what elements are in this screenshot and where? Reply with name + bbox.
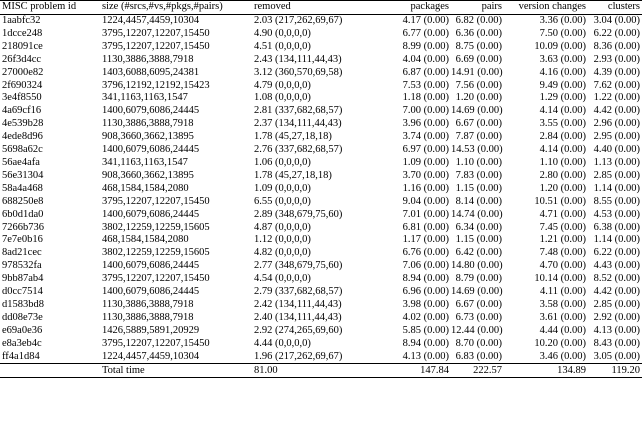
cell-pairs: 6.69 (0.00) (455, 53, 502, 65)
cell-removed: 2.77 (348,679,75,60) (254, 260, 343, 272)
table-row (0, 260, 642, 273)
table-row (0, 338, 642, 351)
total-pairs: 222.57 (473, 364, 502, 376)
cell-pairs: 8.14 (0.00) (455, 195, 502, 207)
cell-removed: 2.76 (337,682,68,57) (254, 144, 343, 156)
cell-removed: 4.87 (0,0,0,0) (254, 221, 311, 233)
total-removed: 81.00 (254, 364, 278, 376)
cell-problem-id: dd08e73e (2, 311, 43, 323)
cell-pairs: 6.34 (0.00) (455, 221, 502, 233)
cell-packages: 3.70 (0.00) (402, 169, 449, 181)
cell-problem-id: 3e4f8550 (2, 92, 42, 104)
cell-packages: 5.85 (0.00) (402, 324, 449, 336)
cell-removed: 1.78 (45,27,18,18) (254, 169, 332, 181)
cell-packages: 7.06 (0.00) (402, 260, 449, 272)
cell-version-changes: 2.80 (0.00) (539, 169, 586, 181)
cell-packages: 1.09 (0.00) (402, 156, 449, 168)
cell-size: 1224,4457,4459,10304 (102, 15, 200, 26)
cell-packages: 8.99 (0.00) (402, 40, 449, 52)
cell-size: 3795,12207,12207,15450 (102, 337, 210, 349)
cell-pairs: 6.67 (0.00) (455, 298, 502, 310)
cell-size: 1400,6079,6086,24445 (102, 260, 200, 272)
cell-clusters: 2.95 (0.00) (593, 131, 640, 143)
cell-packages: 4.02 (0.00) (402, 311, 449, 323)
cell-packages: 3.98 (0.00) (402, 298, 449, 310)
cell-problem-id: 58a4a468 (2, 182, 43, 194)
cell-size: 3795,12207,12207,15450 (102, 27, 210, 39)
cell-packages: 7.53 (0.00) (402, 79, 449, 91)
cell-clusters: 7.62 (0.00) (593, 79, 640, 91)
total-label: Total time (102, 364, 145, 376)
cell-size: 1403,6088,6095,24381 (102, 66, 200, 78)
cell-clusters: 2.96 (0.00) (593, 118, 640, 130)
table-row (0, 196, 642, 209)
cell-version-changes: 4.16 (0.00) (539, 66, 586, 78)
table-row (0, 351, 642, 364)
cell-clusters: 4.13 (0.00) (593, 324, 640, 336)
cell-clusters: 1.14 (0.00) (593, 234, 640, 246)
cell-removed: 4.51 (0,0,0,0) (254, 40, 311, 52)
cell-size: 1400,6079,6086,24445 (102, 144, 200, 156)
table-row (0, 54, 642, 67)
table-row (0, 325, 642, 338)
cell-packages: 4.04 (0.00) (402, 53, 449, 65)
table-row (0, 80, 642, 93)
table-row (0, 273, 642, 286)
cell-packages: 1.16 (0.00) (402, 182, 449, 194)
cell-pairs: 6.42 (0.00) (455, 247, 502, 259)
cell-size: 1400,6079,6086,24445 (102, 286, 200, 298)
header-problem-id: MISC problem id (2, 1, 77, 13)
cell-clusters: 8.36 (0.00) (593, 40, 640, 52)
table-row (0, 118, 642, 131)
cell-size: 1130,3886,3888,7918 (102, 118, 194, 130)
cell-size: 1224,4457,4459,10304 (102, 350, 200, 362)
cell-problem-id: 978532fa (2, 260, 42, 272)
cell-problem-id: 4e539b28 (2, 118, 44, 130)
cell-pairs: 14.80 (0.00) (451, 260, 503, 272)
cell-packages: 6.81 (0.00) (402, 221, 449, 233)
cell-clusters: 2.93 (0.00) (593, 53, 640, 65)
header-removed: removed (254, 1, 291, 13)
cell-size: 1130,3886,3888,7918 (102, 298, 194, 310)
table-row (0, 41, 642, 54)
header-size: size (#srcs,#vs,#pkgs,#pairs) (102, 1, 223, 13)
cell-pairs: 1.20 (0.00) (455, 92, 502, 104)
cell-packages: 1.18 (0.00) (402, 92, 449, 104)
table-row (0, 247, 642, 260)
cell-size: 3802,12259,12259,15605 (102, 221, 210, 233)
cell-version-changes: 10.20 (0.00) (534, 337, 586, 349)
cell-version-changes: 1.20 (0.00) (539, 182, 586, 194)
cell-problem-id: e69a0e36 (2, 324, 43, 336)
cell-problem-id: d0cc7514 (2, 286, 43, 298)
total-version-changes: 134.89 (557, 364, 586, 376)
cell-clusters: 3.04 (0.00) (593, 15, 640, 26)
total-clusters: 119.20 (611, 364, 640, 376)
table-row (0, 28, 642, 41)
header-clusters: clusters (607, 1, 640, 13)
cell-packages: 7.00 (0.00) (402, 105, 449, 117)
table-row (0, 144, 642, 157)
cell-pairs: 14.69 (0.00) (451, 105, 503, 117)
table-header-row (0, 1, 642, 15)
cell-size: 908,3660,3662,13895 (102, 131, 194, 143)
cell-size: 341,1163,1163,1547 (102, 92, 188, 104)
header-packages: packages (410, 1, 449, 13)
cell-pairs: 14.91 (0.00) (451, 66, 503, 78)
cell-clusters: 8.55 (0.00) (593, 195, 640, 207)
cell-size: 468,1584,1584,2080 (102, 182, 189, 194)
cell-problem-id: 7e7e0b16 (2, 234, 43, 246)
table-row (0, 183, 642, 196)
cell-clusters: 6.22 (0.00) (593, 247, 640, 259)
table-row (0, 67, 642, 80)
cell-pairs: 6.83 (0.00) (455, 350, 502, 362)
cell-pairs: 8.75 (0.00) (455, 40, 502, 52)
cell-version-changes: 4.71 (0.00) (539, 208, 586, 220)
cell-removed: 4.54 (0,0,0,0) (254, 273, 311, 285)
cell-removed: 6.55 (0,0,0,0) (254, 195, 311, 207)
cell-problem-id: 688250e8 (2, 195, 44, 207)
cell-pairs: 7.87 (0.00) (455, 131, 502, 143)
cell-removed: 2.81 (337,682,68,57) (254, 105, 343, 117)
cell-problem-id: 2f690324 (2, 79, 43, 91)
cell-clusters: 4.42 (0.00) (593, 286, 640, 298)
cell-version-changes: 3.58 (0.00) (539, 298, 586, 310)
cell-removed: 2.43 (134,111,44,43) (254, 53, 342, 65)
cell-removed: 4.82 (0,0,0,0) (254, 247, 311, 259)
table-row (0, 299, 642, 312)
cell-pairs: 14.53 (0.00) (451, 144, 503, 156)
cell-removed: 2.92 (274,265,69,60) (254, 324, 343, 336)
cell-problem-id: e8a3eb4c (2, 337, 42, 349)
cell-pairs: 1.15 (0.00) (455, 234, 502, 246)
table-row (0, 15, 642, 28)
cell-removed: 1.78 (45,27,18,18) (254, 131, 332, 143)
cell-packages: 3.74 (0.00) (402, 131, 449, 143)
cell-size: 1130,3886,3888,7918 (102, 311, 194, 323)
cell-version-changes: 7.48 (0.00) (539, 247, 586, 259)
cell-version-changes: 10.51 (0.00) (534, 195, 586, 207)
cell-version-changes: 3.46 (0.00) (539, 350, 586, 362)
cell-clusters: 2.85 (0.00) (593, 169, 640, 181)
cell-clusters: 8.43 (0.00) (593, 337, 640, 349)
cell-removed: 1.12 (0,0,0,0) (254, 234, 311, 246)
cell-removed: 2.03 (217,262,69,67) (254, 15, 343, 26)
cell-packages: 1.17 (0.00) (402, 234, 449, 246)
cell-problem-id: 218091ce (2, 40, 43, 52)
cell-problem-id: 1dcce248 (2, 27, 43, 39)
cell-size: 908,3660,3662,13895 (102, 169, 194, 181)
cell-problem-id: 5698a62c (2, 144, 43, 156)
cell-clusters: 1.22 (0.00) (593, 92, 640, 104)
cell-version-changes: 4.14 (0.00) (539, 105, 586, 117)
cell-version-changes: 4.11 (0.00) (540, 286, 586, 298)
cell-clusters: 8.52 (0.00) (593, 273, 640, 285)
cell-problem-id: 4a69cf16 (2, 105, 42, 117)
cell-removed: 4.90 (0,0,0,0) (254, 27, 311, 39)
cell-clusters: 4.42 (0.00) (593, 105, 640, 117)
cell-packages: 6.87 (0.00) (402, 66, 449, 78)
cell-packages: 9.04 (0.00) (402, 195, 449, 207)
cell-packages: 8.94 (0.00) (402, 273, 449, 285)
cell-removed: 4.44 (0,0,0,0) (254, 337, 311, 349)
cell-packages: 3.96 (0.00) (402, 118, 449, 130)
cell-pairs: 6.36 (0.00) (455, 27, 502, 39)
cell-size: 3795,12207,12207,15450 (102, 273, 210, 285)
cell-size: 1426,5889,5891,20929 (102, 324, 200, 336)
total-packages: 147.84 (420, 364, 449, 376)
cell-version-changes: 1.21 (0.00) (539, 234, 586, 246)
cell-problem-id: 56e31304 (2, 169, 44, 181)
cell-removed: 1.06 (0,0,0,0) (254, 156, 311, 168)
cell-pairs: 6.73 (0.00) (455, 311, 502, 323)
cell-packages: 4.17 (0.00) (402, 15, 449, 26)
cell-size: 1130,3886,3888,7918 (102, 53, 194, 65)
cell-version-changes: 10.09 (0.00) (534, 40, 586, 52)
cell-size: 3795,12207,12207,15450 (102, 40, 210, 52)
cell-size: 341,1163,1163,1547 (102, 156, 188, 168)
cell-problem-id: 26f3d4cc (2, 53, 42, 65)
table-row (0, 157, 642, 170)
header-pairs: pairs (481, 1, 502, 13)
cell-problem-id: 6b0d1da0 (2, 208, 44, 220)
cell-version-changes: 3.63 (0.00) (539, 53, 586, 65)
cell-version-changes: 3.55 (0.00) (539, 118, 586, 130)
cell-pairs: 8.70 (0.00) (455, 337, 502, 349)
cell-clusters: 2.85 (0.00) (593, 298, 640, 310)
cell-removed: 3.12 (360,570,69,58) (254, 66, 343, 78)
cell-problem-id: d1583bd8 (2, 298, 44, 310)
cell-size: 3796,12192,12192,15423 (102, 79, 210, 91)
cell-version-changes: 1.29 (0.00) (539, 92, 586, 104)
cell-clusters: 4.40 (0.00) (593, 144, 640, 156)
cell-removed: 2.40 (134,111,44,43) (254, 311, 342, 323)
cell-size: 3802,12259,12259,15605 (102, 247, 210, 259)
cell-pairs: 14.74 (0.00) (451, 208, 503, 220)
cell-size: 1400,6079,6086,24445 (102, 105, 200, 117)
cell-clusters: 1.13 (0.00) (593, 156, 640, 168)
cell-clusters: 3.05 (0.00) (593, 350, 640, 362)
cell-clusters: 6.38 (0.00) (593, 221, 640, 233)
table-row (0, 234, 642, 247)
cell-removed: 1.96 (217,262,69,67) (254, 350, 343, 362)
cell-pairs: 1.10 (0.00) (455, 156, 502, 168)
cell-version-changes: 2.84 (0.00) (539, 131, 586, 143)
cell-packages: 7.01 (0.00) (402, 208, 449, 220)
cell-removed: 2.79 (337,682,68,57) (254, 286, 343, 298)
cell-removed: 1.08 (0,0,0,0) (254, 92, 311, 104)
cell-size: 468,1584,1584,2080 (102, 234, 189, 246)
cell-problem-id: 8ad21cec (2, 247, 42, 259)
table-row (0, 312, 642, 325)
cell-pairs: 6.82 (0.00) (455, 15, 502, 26)
cell-pairs: 7.83 (0.00) (455, 169, 502, 181)
cell-version-changes: 4.44 (0.00) (539, 324, 586, 336)
cell-version-changes: 4.70 (0.00) (539, 260, 586, 272)
cell-removed: 2.37 (134,111,44,43) (254, 118, 342, 130)
cell-problem-id: 27000e82 (2, 66, 44, 78)
table-row (0, 92, 642, 105)
cell-problem-id: 9bb87ab4 (2, 273, 44, 285)
cell-pairs: 6.67 (0.00) (455, 118, 502, 130)
cell-clusters: 4.43 (0.00) (593, 260, 640, 272)
cell-version-changes: 1.10 (0.00) (539, 156, 586, 168)
cell-pairs: 12.44 (0.00) (451, 324, 503, 336)
cell-packages: 6.76 (0.00) (402, 247, 449, 259)
table-row (0, 209, 642, 222)
cell-pairs: 7.56 (0.00) (455, 79, 502, 91)
cell-problem-id: ff4a1d84 (2, 350, 40, 362)
table-row (0, 170, 642, 183)
cell-removed: 2.42 (134,111,44,43) (254, 298, 342, 310)
cell-packages: 6.97 (0.00) (402, 144, 449, 156)
cell-problem-id: 4ede8d96 (2, 131, 43, 143)
cell-version-changes: 3.36 (0.00) (539, 15, 586, 26)
cell-version-changes: 4.14 (0.00) (539, 144, 586, 156)
cell-version-changes: 9.49 (0.00) (539, 79, 586, 91)
cell-clusters: 6.22 (0.00) (593, 27, 640, 39)
cell-removed: 1.09 (0,0,0,0) (254, 182, 311, 194)
cell-problem-id: 56ae4afa (2, 156, 40, 168)
cell-problem-id: 7266b736 (2, 221, 44, 233)
table-row (0, 286, 642, 299)
table-body (0, 15, 642, 364)
cell-clusters: 4.39 (0.00) (593, 66, 640, 78)
table-row (0, 105, 642, 118)
total-row (0, 364, 642, 378)
cell-packages: 4.13 (0.00) (402, 350, 449, 362)
cell-packages: 6.77 (0.00) (402, 27, 449, 39)
table-row (0, 131, 642, 144)
cell-size: 3795,12207,12207,15450 (102, 195, 210, 207)
cell-clusters: 4.53 (0.00) (593, 208, 640, 220)
cell-problem-id: 1aabfc32 (2, 15, 41, 26)
cell-removed: 4.79 (0,0,0,0) (254, 79, 311, 91)
cell-pairs: 8.79 (0.00) (455, 273, 502, 285)
cell-removed: 2.89 (348,679,75,60) (254, 208, 343, 220)
cell-clusters: 1.14 (0.00) (593, 182, 640, 194)
cell-packages: 8.94 (0.00) (402, 337, 449, 349)
cell-pairs: 1.15 (0.00) (455, 182, 502, 194)
cell-packages: 6.96 (0.00) (402, 286, 449, 298)
cell-version-changes: 3.61 (0.00) (539, 311, 586, 323)
cell-version-changes: 7.45 (0.00) (539, 221, 586, 233)
header-version-changes: version changes (518, 1, 586, 13)
cell-pairs: 14.69 (0.00) (451, 286, 503, 298)
total-blank-cell (0, 364, 100, 378)
cell-clusters: 2.92 (0.00) (593, 311, 640, 323)
cell-version-changes: 7.50 (0.00) (539, 27, 586, 39)
table-row (0, 222, 642, 235)
cell-version-changes: 10.14 (0.00) (534, 273, 586, 285)
cell-size: 1400,6079,6086,24445 (102, 208, 200, 220)
